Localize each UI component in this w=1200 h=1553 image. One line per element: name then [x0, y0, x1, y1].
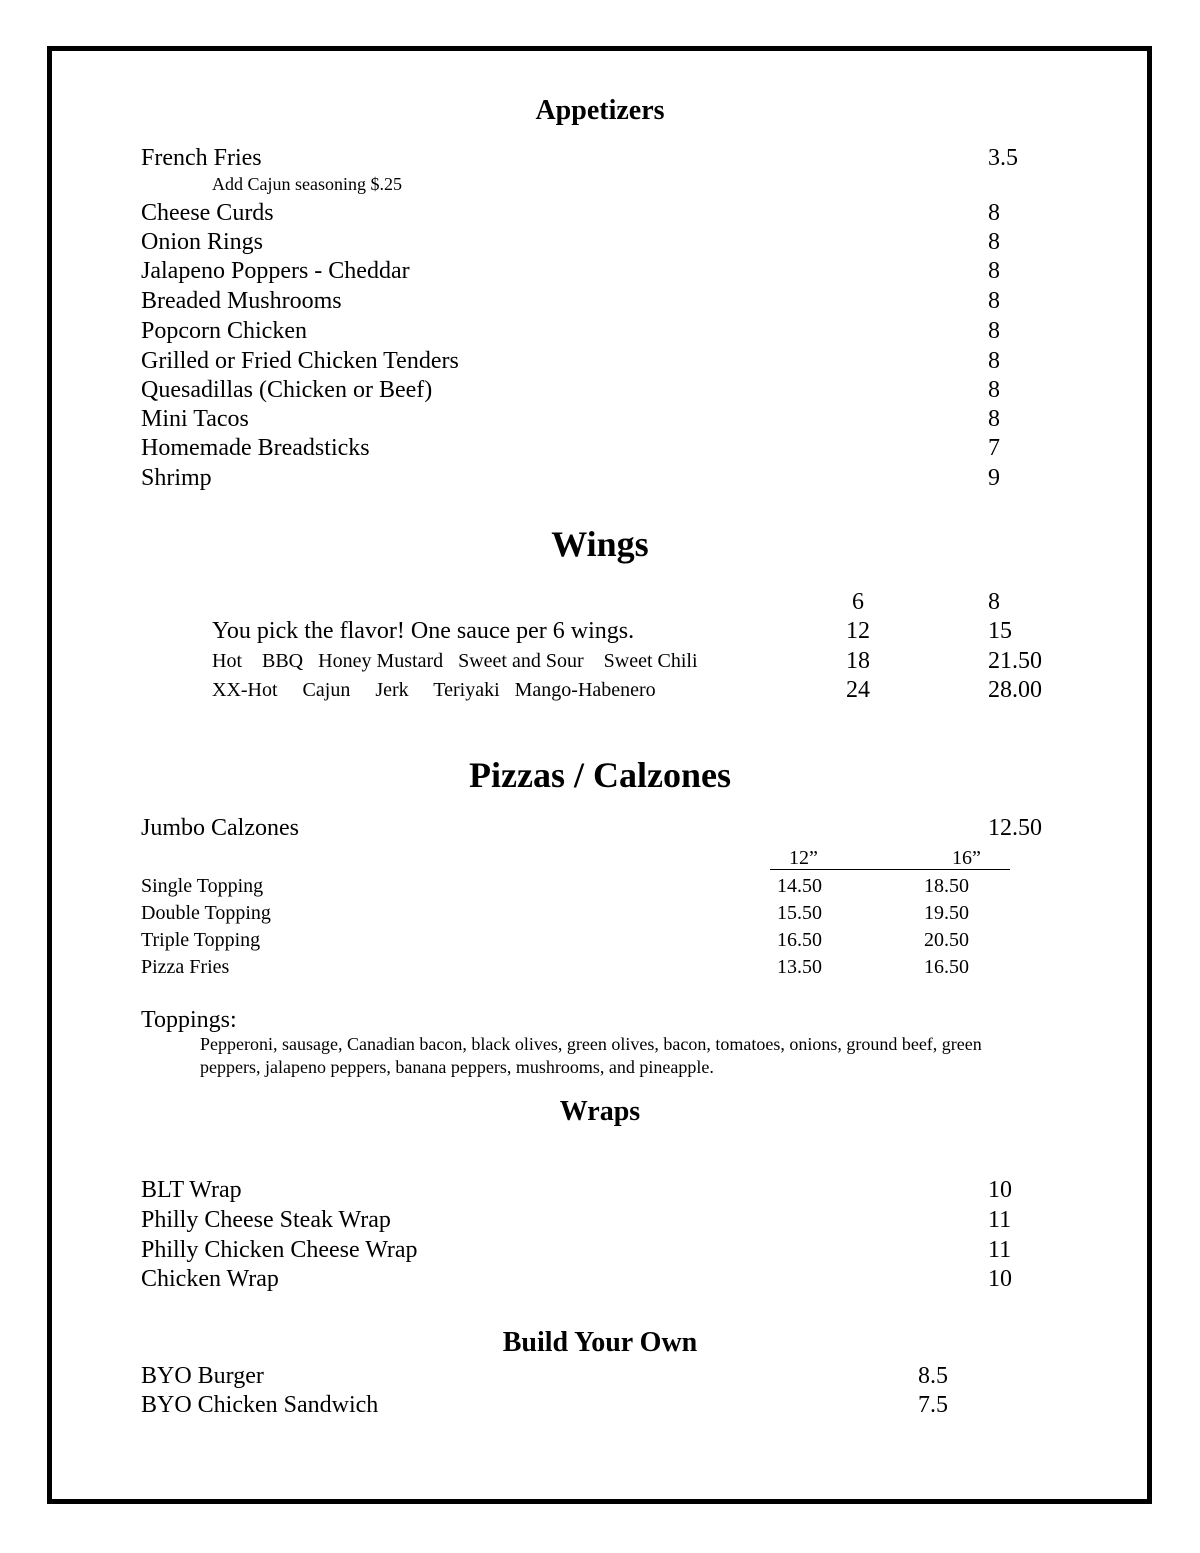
menu-item-price: 8 — [988, 200, 1000, 226]
pizzas-heading: Pizzas / Calzones — [469, 755, 731, 795]
menu-item-price: 7.5 — [918, 1392, 948, 1418]
menu-item-price: 11 — [988, 1237, 1012, 1263]
pizza-row-small: 15.50 — [777, 902, 822, 924]
menu-item-name: Cheese Curds — [141, 200, 274, 226]
pizza-row-large: 16.50 — [924, 956, 969, 978]
pizza-row-name: Single Topping — [141, 875, 264, 897]
pizza-row-large: 18.50 — [924, 875, 969, 897]
menu-item-name: Chicken Wrap — [141, 1266, 279, 1292]
wing-price: 15 — [988, 618, 1012, 644]
menu-item-name: Mini Tacos — [141, 406, 249, 432]
wings-heading: Wings — [551, 524, 649, 564]
wing-count: 6 — [852, 589, 864, 615]
size-header-underline — [770, 869, 1010, 870]
menu-item-price: 10 — [988, 1177, 1012, 1203]
toppings-list: Pepperoni, sausage, Canadian bacon, black olives, green olives, bacon, tomatoes, onions, ground beef, green — [200, 1034, 982, 1054]
pizza-row-name: Triple Topping — [141, 929, 261, 951]
byo-heading: Build Your Own — [502, 1327, 698, 1358]
menu-item-name: Philly Cheese Steak Wrap — [141, 1207, 391, 1233]
menu-item-name: BYO Burger — [141, 1363, 264, 1389]
menu-item-price: 10 — [988, 1266, 1012, 1292]
wing-flavors-row: XX-Hot Cajun Jerk Teriyaki Mango-Habenero — [212, 679, 656, 701]
menu-item-name: BLT Wrap — [141, 1177, 242, 1203]
size-header-12: 12” — [789, 847, 818, 869]
menu-item-name: Breaded Mushrooms — [141, 288, 342, 314]
size-header-16: 16” — [952, 847, 981, 869]
pizza-row-name: Double Topping — [141, 902, 271, 924]
menu-item-price: 8 — [988, 406, 1000, 432]
wing-price: 21.50 — [988, 648, 1042, 674]
pizza-row-name: Pizza Fries — [141, 956, 230, 978]
menu-item-name: BYO Chicken Sandwich — [141, 1392, 379, 1418]
pizza-row-large: 20.50 — [924, 929, 969, 951]
menu-item-price: 8 — [988, 258, 1000, 284]
wing-price: 28.00 — [988, 677, 1042, 703]
menu-item-name: Popcorn Chicken — [141, 318, 307, 344]
pizza-row-large: 19.50 — [924, 902, 969, 924]
menu-item-name: Jalapeno Poppers - Cheddar — [141, 258, 410, 284]
menu-item-name: French Fries — [141, 145, 262, 171]
pizza-row-small: 16.50 — [777, 929, 822, 951]
menu-item-price: 8 — [988, 348, 1000, 374]
menu-item-price: 8 — [988, 288, 1000, 314]
appetizers-heading: Appetizers — [535, 95, 665, 126]
menu-item-price: 3.5 — [988, 145, 1018, 171]
calzone-price: 12.50 — [988, 815, 1042, 841]
wraps-heading: Wraps — [559, 1096, 641, 1127]
wing-price: 8 — [988, 589, 1000, 615]
toppings-list: peppers, jalapeno peppers, banana peppers, mushrooms, and pineapple. — [200, 1057, 714, 1077]
menu-item-name: Onion Rings — [141, 229, 264, 255]
fries-note: Add Cajun seasoning $.25 — [212, 174, 402, 194]
menu-item-name: Quesadillas (Chicken or Beef) — [141, 377, 433, 403]
wings-intro: You pick the flavor! One sauce per 6 wings. — [212, 618, 635, 644]
wing-count: 18 — [846, 648, 870, 674]
menu-item-price: 11 — [988, 1207, 1012, 1233]
pizza-row-small: 14.50 — [777, 875, 822, 897]
menu-item-name: Shrimp — [141, 465, 212, 491]
pizza-row-small: 13.50 — [777, 956, 822, 978]
menu-item-price: 8 — [988, 377, 1000, 403]
menu-item-price: 8 — [988, 229, 1000, 255]
menu-item-price: 9 — [988, 465, 1000, 491]
wing-count: 24 — [846, 677, 870, 703]
menu-item-name: Philly Chicken Cheese Wrap — [141, 1237, 418, 1263]
menu-item-name: Grilled or Fried Chicken Tenders — [141, 348, 459, 374]
calzone-name: Jumbo Calzones — [141, 815, 299, 841]
menu-item-price: 8.5 — [918, 1363, 948, 1389]
menu-item-name: Homemade Breadsticks — [141, 435, 370, 461]
wing-flavors-row: Hot BBQ Honey Mustard Sweet and Sour Sweet Chili — [212, 650, 698, 672]
wing-count: 12 — [846, 618, 870, 644]
toppings-label: Toppings: — [141, 1007, 237, 1033]
menu-item-price: 7 — [988, 435, 1000, 461]
menu-item-price: 8 — [988, 318, 1000, 344]
